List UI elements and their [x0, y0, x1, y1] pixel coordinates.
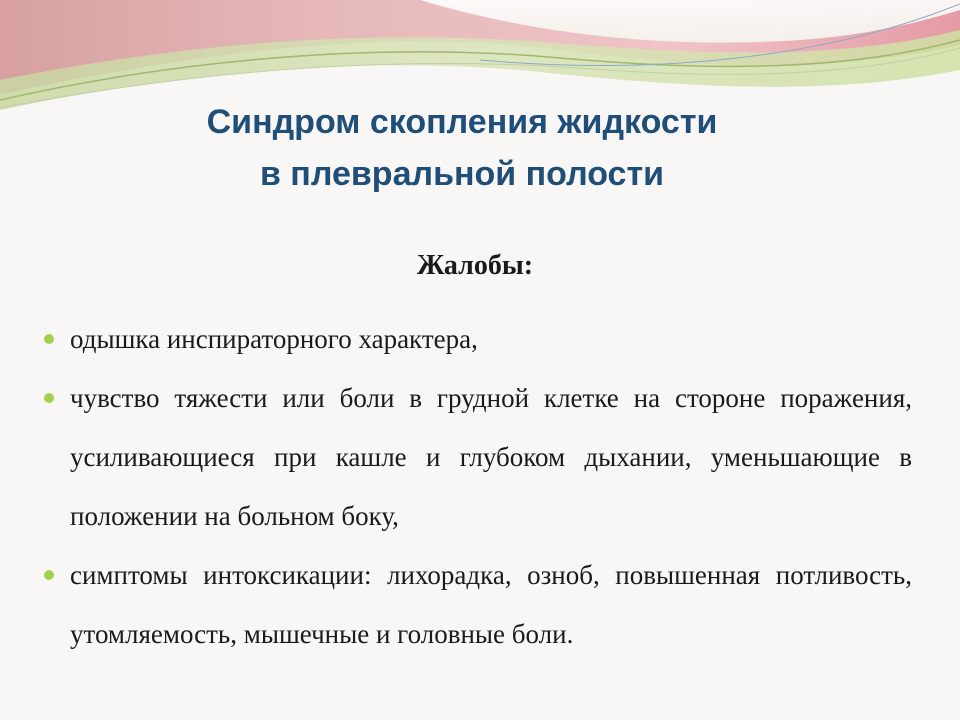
complaints-heading: Жалобы: — [416, 250, 534, 281]
slide-title-line-2: в плевральной полости — [259, 155, 665, 193]
bullet-icon — [44, 334, 54, 344]
bullet-icon — [44, 393, 54, 403]
list-item — [40, 369, 912, 546]
list-item-text: чувство тяжести или боли в грудной клетке на стороне поражения, усиливающиеся при кашле и глубоком дыхании, уменьшающие в положении на больном боку, — [70, 383, 912, 531]
list-item — [40, 546, 912, 664]
list-item — [40, 310, 912, 369]
complaints-list — [40, 310, 912, 664]
bullet-icon — [44, 570, 54, 580]
slide-title — [0, 96, 924, 200]
slide-title-line-1: Синдром скопления жидкости — [206, 103, 718, 141]
list-item-text: симптомы интоксикации: лихорадка, озноб, повышенная потливость, утомляемость, мышечные и головные боли. — [70, 560, 912, 649]
list-item-text: одышка инспираторного характера, — [70, 324, 478, 354]
